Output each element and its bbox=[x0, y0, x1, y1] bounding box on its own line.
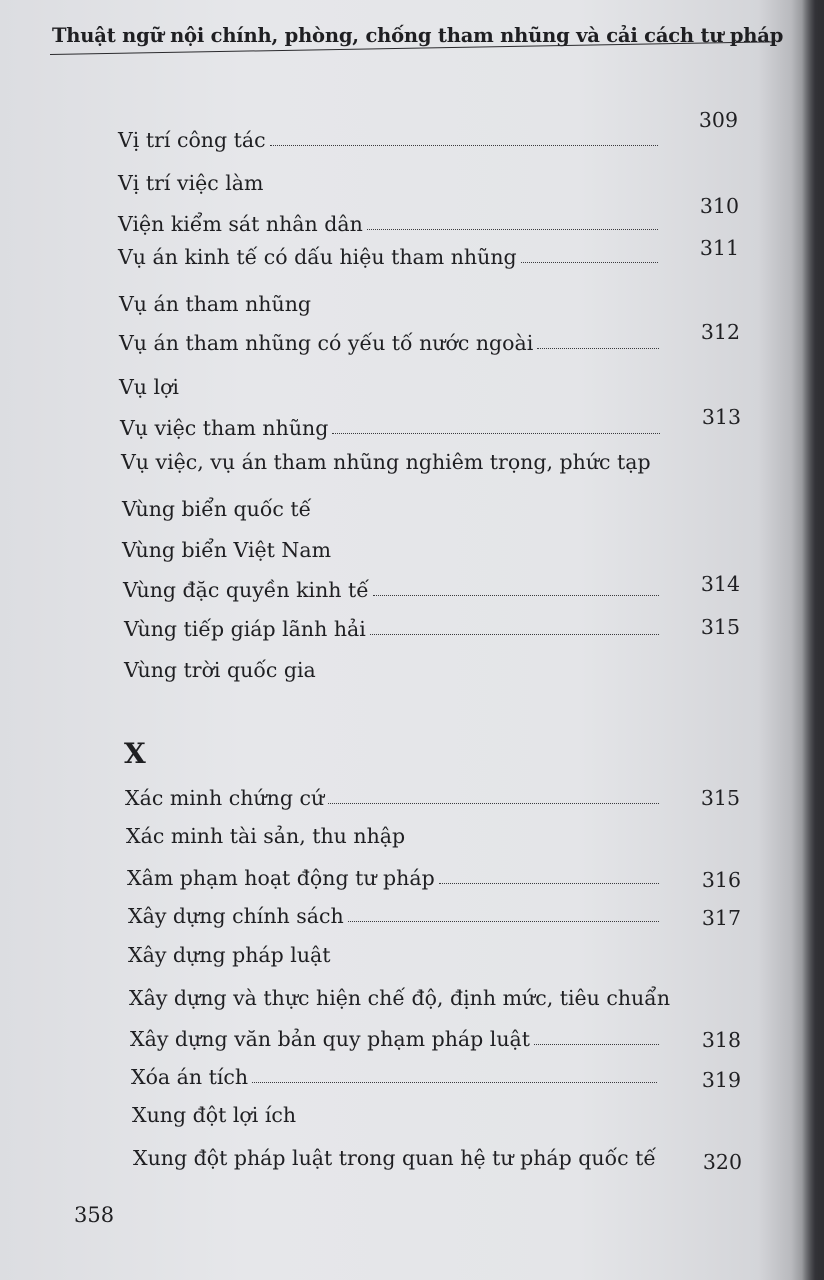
entry-text: Xây dựng pháp luật bbox=[128, 943, 331, 967]
leader-dots bbox=[537, 348, 659, 349]
entry-page: 314 bbox=[700, 572, 740, 596]
entry-page: 312 bbox=[700, 320, 740, 344]
entry-text: Vụ án kinh tế có dấu hiệu tham nhũng bbox=[118, 245, 517, 269]
index-entry bbox=[119, 292, 315, 316]
entry-text: Xác minh tài sản, thu nhập bbox=[126, 824, 406, 848]
entry-text: Xung đột pháp luật trong quan hệ tư pháp quốc tế bbox=[133, 1146, 656, 1170]
entry-text: Vụ án tham nhũng có yếu tố nước ngoài bbox=[119, 331, 534, 355]
leader-dots bbox=[367, 229, 658, 230]
entry-text: Vị trí công tác bbox=[118, 128, 266, 152]
entry-text: Vùng tiếp giáp lãnh hải bbox=[124, 617, 366, 641]
entry-page: 319 bbox=[701, 1068, 741, 1092]
index-entry bbox=[130, 1027, 659, 1051]
entry-text: Xây dựng và thực hiện chế độ, định mức, tiêu chuẩn bbox=[129, 986, 671, 1010]
entry-text: Xác minh chứng cứ bbox=[125, 786, 325, 810]
entry-text: Xâm phạm hoạt động tư pháp bbox=[127, 866, 435, 890]
leader-dots bbox=[373, 595, 659, 596]
running-header: Thuật ngữ nội chính, phòng, chống tham nhũng và cải cách tư pháp bbox=[52, 24, 784, 47]
page-number: 358 bbox=[74, 1203, 115, 1227]
leader-dots bbox=[270, 145, 658, 146]
index-entry bbox=[128, 943, 335, 967]
index-entry bbox=[125, 786, 659, 810]
index-entry bbox=[119, 375, 183, 399]
index-entry bbox=[124, 658, 320, 682]
entry-page: 320 bbox=[702, 1150, 742, 1174]
entry-page: 309 bbox=[698, 108, 738, 132]
entry-text: Vụ án tham nhũng bbox=[119, 292, 312, 316]
index-entry bbox=[126, 824, 409, 848]
index-entry bbox=[120, 416, 660, 440]
index-entry bbox=[118, 245, 658, 269]
index-entry bbox=[131, 1065, 657, 1089]
entry-page: 311 bbox=[699, 236, 739, 260]
entry-page: 313 bbox=[701, 405, 741, 429]
entry-text: Vụ lợi bbox=[119, 375, 179, 399]
entry-text: Xây dựng chính sách bbox=[128, 904, 344, 928]
index-entry bbox=[124, 617, 659, 641]
entry-page: 310 bbox=[699, 194, 739, 218]
index-entry bbox=[118, 128, 658, 152]
entry-page: 317 bbox=[701, 906, 741, 930]
leader-dots bbox=[348, 921, 659, 922]
entry-text: Xung đột lợi ích bbox=[132, 1103, 297, 1127]
index-entry bbox=[128, 904, 659, 928]
entry-text: Vùng biển quốc tế bbox=[122, 497, 312, 521]
index-entry bbox=[129, 986, 674, 1010]
entry-text: Vị trí việc làm bbox=[118, 171, 264, 195]
leader-dots bbox=[252, 1082, 657, 1083]
leader-dots bbox=[439, 883, 659, 884]
index-entry bbox=[121, 450, 655, 474]
entry-page: 315 bbox=[700, 615, 740, 639]
entry-text: Vùng trời quốc gia bbox=[124, 658, 316, 682]
section-letter-heading: X bbox=[124, 737, 146, 770]
leader-dots bbox=[332, 433, 660, 434]
leader-dots bbox=[328, 803, 659, 804]
entry-text: Xây dựng văn bản quy phạm pháp luật bbox=[130, 1027, 531, 1051]
index-entry bbox=[122, 497, 315, 521]
entry-text: Vùng đặc quyền kinh tế bbox=[123, 578, 369, 602]
index-entry bbox=[118, 171, 267, 195]
leader-dots bbox=[521, 262, 658, 263]
entry-text: Viện kiểm sát nhân dân bbox=[118, 212, 363, 236]
index-entry bbox=[132, 1103, 300, 1127]
book-spine-shadow bbox=[802, 0, 824, 1280]
leader-dots bbox=[370, 634, 659, 635]
entry-page: 318 bbox=[701, 1028, 741, 1052]
leader-dots bbox=[534, 1044, 659, 1045]
entry-text: Vụ việc, vụ án tham nhũng nghiêm trọng, phức tạp bbox=[121, 450, 651, 474]
entry-text: Vụ việc tham nhũng bbox=[120, 416, 329, 440]
index-entry bbox=[118, 212, 658, 236]
index-entry bbox=[127, 866, 659, 890]
entry-page: 315 bbox=[700, 786, 740, 810]
entry-page: 316 bbox=[701, 868, 741, 892]
index-entry bbox=[119, 331, 659, 355]
entry-text: Vùng biển Việt Nam bbox=[122, 538, 332, 562]
index-entry bbox=[123, 578, 659, 602]
index-entry bbox=[122, 538, 335, 562]
index-entry bbox=[133, 1146, 659, 1170]
entry-text: Xóa án tích bbox=[131, 1065, 249, 1089]
